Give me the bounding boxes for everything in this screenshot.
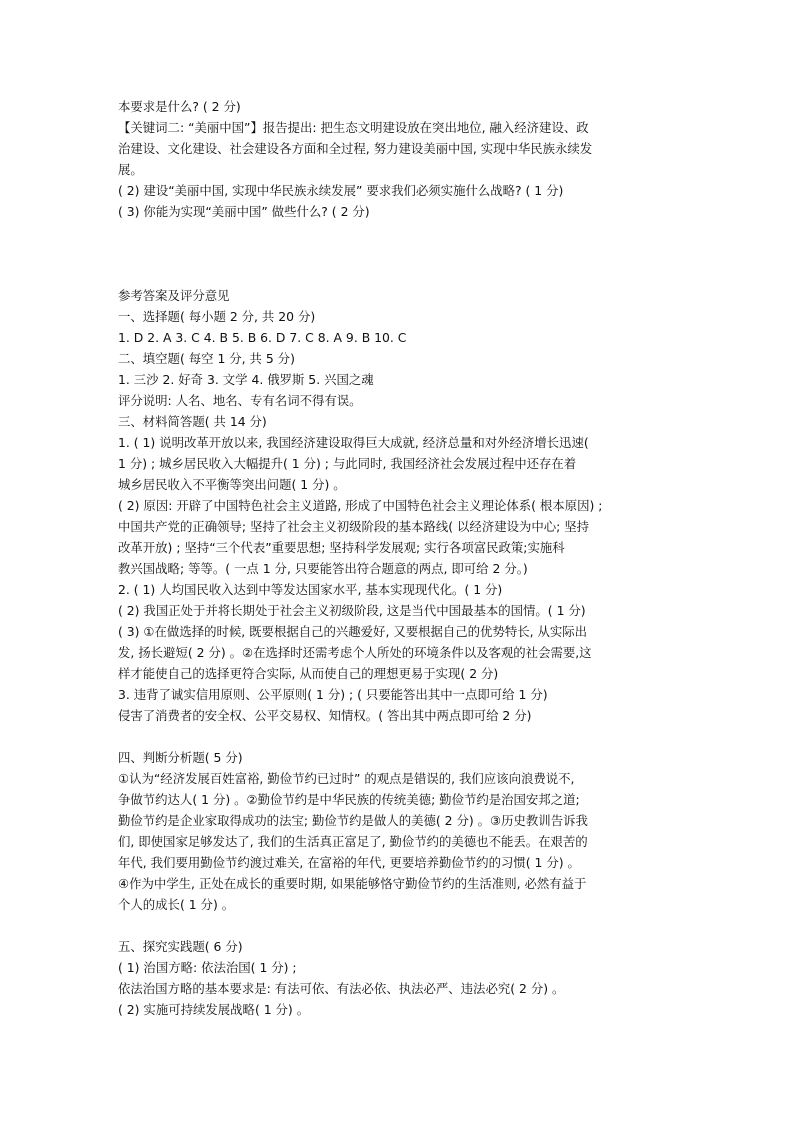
text-line: 城乡居民收入不平衡等突出问题( 1 分) 。 (118, 477, 346, 492)
text-line: 3. 违背了诚实信用原则、公平原则( 1 分) ; ( 只要能答出其中一点即可给 1 分) (118, 687, 548, 702)
spacer (118, 222, 678, 285)
section-heading: 三、材料简答题( 共 14 分) (118, 414, 267, 429)
text-line: ( 2) 建设“美丽中国, 实现中华民族永续发展” 要求我们必须实施什么战略? ( 1 分) (118, 183, 564, 198)
text-line: 1. D 2. A 3. C 4. B 5. B 6. D 7. C 8. A 9. B 10. C (118, 330, 407, 345)
text-line: ( 2) 实施可持续发展战略( 1 分) 。 (118, 1002, 310, 1017)
document-page (118, 96, 678, 1020)
text-line: 1. ( 1) 说明改革开放以来, 我国经济建设取得巨大成就, 经济总量和对外经济增长迅速( (118, 435, 589, 450)
text-line: 1 分) ; 城乡居民收入大幅提升( 1 分) ; 与此同时, 我国经济社会发展过程中还存在着 (118, 456, 577, 471)
text-line: 依法治国方略的基本要求是: 有法可依、有法必依、执法必严、违法必究( 2 分) 。 (118, 981, 565, 996)
text-line: 勤俭节约是企业家取得成功的法宝; 勤俭节约是做人的美德( 2 分) 。③历史教训告诉我 (118, 813, 588, 828)
text-line: 们, 即使国家足够发达了, 我们的生活真正富足了, 勤俭节约的美德也不能丢。在艰苦的 (118, 834, 588, 849)
text-line: 中国共产党的正确领导; 坚持了社会主义初级阶段的基本路线( 以经济建设为中心; 坚持 (118, 519, 590, 534)
text-line: 【关键词二: “美丽中国”】报告提出: 把生态文明建设放在突出地位, 融入经济建设、政 (118, 120, 589, 135)
practice-block (118, 936, 678, 1020)
text-line: ( 2) 我国正处于并将长期处于社会主义初级阶段, 这是当代中国最基本的国情。( 1 分) (118, 603, 586, 618)
text-line: 本要求是什么? ( 2 分) (118, 99, 241, 114)
text-line: 侵害了消费者的安全权、公平交易权、知情权。( 答出其中两点即可给 2 分) (118, 708, 532, 723)
section-heading: 二、填空题( 每空 1 分, 共 5 分) (118, 351, 295, 366)
section-heading: 五、探究实践题( 6 分) (118, 939, 243, 954)
question-block (118, 96, 678, 222)
text-line: ④作为中学生, 正处在成长的重要时期, 如果能够恪守勤俭节约的生活准则, 必然有益于 (118, 876, 587, 891)
text-line: 治建设、文化建设、社会建设各方面和全过程, 努力建设美丽中国, 实现中华民族永续发 (118, 141, 593, 156)
spacer (118, 915, 678, 936)
judgment-analysis-block (118, 747, 678, 915)
text-line: ( 2) 原因: 开辟了中国特色社会主义道路, 形成了中国特色社会主义理论体系( 根本原因) ; (118, 498, 603, 513)
text-line: 评分说明: 人名、地名、专有名词不得有误。 (118, 393, 362, 408)
text-line: 展。 (118, 162, 143, 177)
text-line: 1. 三沙 2. 好奇 3. 文学 4. 俄罗斯 5. 兴国之魂 (118, 372, 374, 387)
section-title: 参考答案及评分意见 (118, 288, 230, 303)
text-line: ( 3) ①在做选择的时候, 既要根据自己的兴趣爱好, 又要根据自己的优势特长, 从实际出 (118, 624, 588, 639)
spacer (118, 726, 678, 747)
text-line: 年代, 我们要用勤俭节约渡过难关, 在富裕的年代, 更要培养勤俭节约的习惯( 1 分) 。 (118, 855, 580, 870)
text-line: 争做节约达人( 1 分) 。②勤俭节约是中华民族的传统美德; 勤俭节约是治国安邦之道; (118, 792, 580, 807)
text-line: ( 3) 你能为实现“美丽中国” 做些什么? ( 2 分) (118, 204, 370, 219)
section-heading: 一、选择题( 每小题 2 分, 共 20 分) (118, 309, 316, 324)
text-line: 样才能使自己的选择更符合实际, 从而使自己的理想更易于实现( 2 分) (118, 666, 499, 681)
text-line: ①认为“经济发展百姓富裕, 勤俭节约已过时” 的观点是错误的, 我们应该向浪费说不, (118, 771, 575, 786)
answer-key-block (118, 285, 678, 726)
section-heading: 四、判断分析题( 5 分) (118, 750, 243, 765)
text-line: 教兴国战略; 等等。( 一点 1 分, 只要能答出符合题意的两点, 即可给 2 分。) (118, 561, 528, 576)
text-line: 改革开放) ; 坚持“三个代表”重要思想; 坚持科学发展观; 实行各项富民政策;实施科 (118, 540, 565, 555)
text-line: 个人的成长( 1 分) 。 (118, 897, 235, 912)
text-line: 发, 扬长避短( 2 分) 。②在选择时还需考虑个人所处的环境条件以及客观的社会需要,这 (118, 645, 592, 660)
text-line: 2. ( 1) 人均国民收入达到中等发达国家水平, 基本实现现代化。( 1 分) (118, 582, 503, 597)
text-line: ( 1) 治国方略: 依法治国( 1 分) ; (118, 960, 297, 975)
